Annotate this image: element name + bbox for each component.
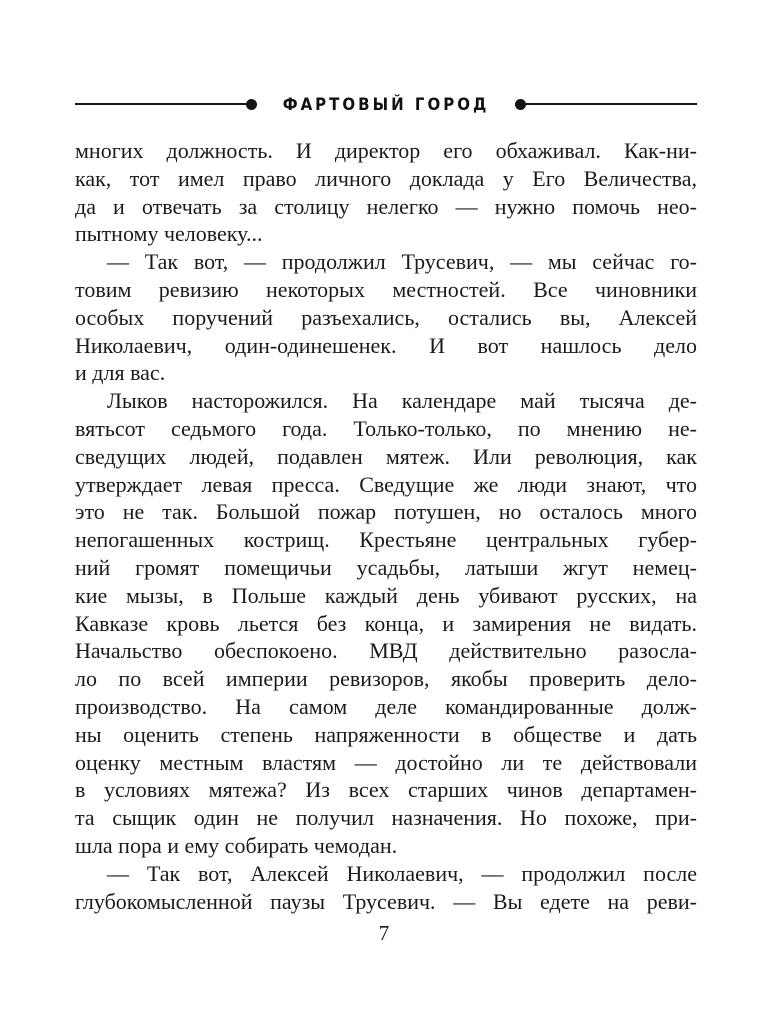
text-line: — Так вот, — продолжил Трусевич, — мы сейчас го- (107, 249, 697, 275)
text-line: вятьсот седьмого года. Только-только, по мнению не- (75, 415, 697, 441)
body-text (75, 137, 697, 915)
text-line: многих должность. И директор его обхаживал. Как-ни- (75, 138, 697, 163)
text-line: — Так вот, Алексей Николаевич, — продолжил после (107, 860, 697, 886)
running-head (75, 92, 697, 116)
text-line: как, тот имел право личного доклада у Его Величества, (75, 165, 697, 191)
ornament-rule-right (526, 103, 697, 105)
text-line: пытному человеку... (75, 221, 263, 247)
text-line: товим ревизию некоторых местностей. Все чиновники (75, 276, 697, 302)
text-line: непогашенных кострищ. Крестьяне центральных губер- (75, 527, 697, 553)
ornament-rule-left (75, 103, 246, 105)
text-line: ний громят помещичьи усадьбы, латыши жгут немец- (75, 554, 697, 580)
text-line: это не так. Большой пожар потушен, но осталось много (75, 499, 697, 525)
text-line: та сыщик один не получил назначения. Но похоже, при- (75, 805, 697, 831)
page-number: 7 (378, 921, 390, 945)
ornament-dot-left (246, 99, 257, 110)
text-line: утверждает левая пресса. Сведущие же люди знают, что (75, 471, 697, 497)
book-title: ФАРТОВЫЙ ГОРОД (282, 93, 490, 115)
text-line: глубокомысленной паузы Трусевич. — Вы едете на реви- (75, 888, 697, 914)
text-line: в условиях мятежа? Из всех старших чинов департамен- (75, 777, 697, 803)
text-line: оценку местным властям — достойно ли те действовали (75, 749, 697, 775)
text-line: и для вас. (75, 360, 166, 386)
ornament-dot-right (515, 99, 526, 110)
text-line: сведущих людей, подавлен мятеж. Или революция, как (75, 443, 697, 469)
text-line: ны оценить степень напряженности в обществе и дать (75, 721, 697, 747)
text-line: кие мызы, в Польше каждый день убивают русских, на (75, 582, 697, 608)
text-line: производство. На самом деле командированные долж- (75, 693, 697, 719)
text-line: Кавказе кровь льется без конца, и замирения не видать. (75, 610, 697, 636)
text-line: да и отвечать за столицу нелегко — нужно помочь нео- (75, 193, 697, 219)
text-line: Начальство обеспокоено. МВД действительно разосла- (75, 638, 697, 664)
text-line: шла пора и ему собирать чемодан. (75, 832, 398, 858)
text-line: Николаевич, один-одинешенек. И вот нашлось дело (75, 332, 697, 358)
text-line: особых поручений разъехались, остались вы, Алексей (75, 304, 697, 330)
text-line: Лыков насторожился. На календаре май тысяча де- (107, 388, 697, 414)
text-line: ло по всей империи ревизоров, якобы проверить дело- (75, 666, 697, 692)
